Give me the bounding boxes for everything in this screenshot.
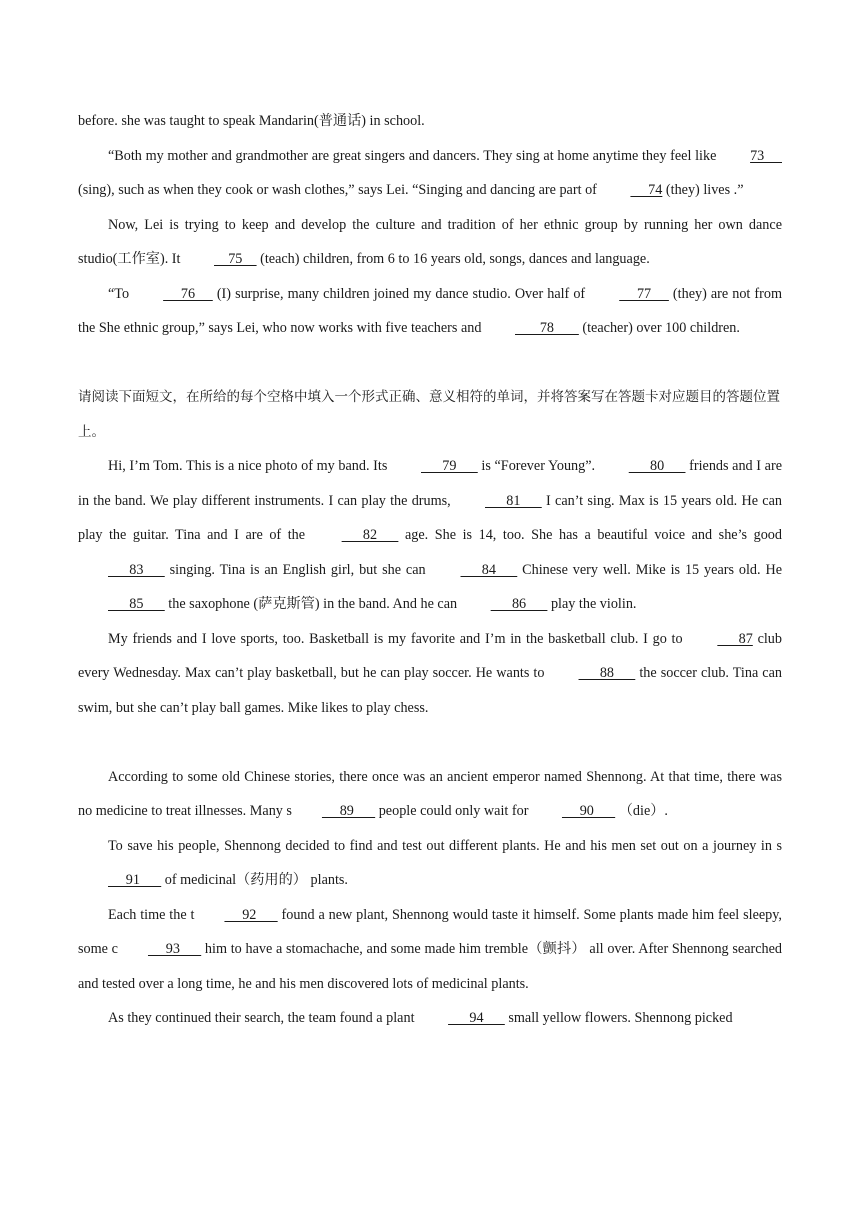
s1-paragraph-4 [78, 277, 782, 346]
blank-92[interactable]: 92 [224, 906, 278, 923]
s1-paragraph-1 [78, 104, 782, 139]
s2-p1-text-f: singing. Tina is an English girl, but she can [164, 561, 431, 578]
s1-p2-text-c: (they) lives .” [662, 182, 744, 198]
blank-75[interactable]: 75 [214, 251, 257, 267]
blank-78[interactable]: 78 [515, 320, 579, 336]
s3-p1-text-c: （die）. [615, 803, 668, 819]
s3-p4-text-a: As they continued their search, the team found a plant [108, 1010, 419, 1026]
s1-p4-text-d: (teacher) over 100 children. [578, 320, 740, 336]
s2-p2-text-c: the soccer club. Tina can swim, but she can’t play ball games. Mike likes to play chess. [78, 665, 782, 716]
s1-p3-text-a: Now, Lei is trying to keep and develop the culture and tradition of her ethnic group by running her own dance studio(工作室). It [78, 216, 782, 267]
blank-85[interactable]: 85 [108, 596, 165, 612]
blank-74[interactable]: 74 [630, 182, 663, 198]
blank-82[interactable]: 82 [341, 527, 399, 543]
s3-p2-text-b: of medicinal（药用的） plants. [161, 872, 348, 888]
s3-p3-text-b: found a new plant, Shennong would taste it himself. Some plants made him feel sleepy, some c [78, 906, 782, 957]
s1-p1-text: before. she was taught to speak Mandarin(普通话) in school. [78, 113, 425, 129]
blank-93[interactable]: 93 [147, 941, 202, 957]
s1-paragraph-2 [78, 139, 782, 208]
s3-p1-text-b: people could only wait for [375, 803, 532, 819]
s1-p2-text-b: (sing), such as when they cook or wash clothes,” says Lei. “Singing and dancing are part of [78, 182, 601, 198]
s2-p1-text-g: Chinese very well. Mike is 15 years old. He [517, 561, 783, 578]
s2-paragraph-2 [78, 622, 782, 726]
blank-84[interactable]: 84 [460, 561, 518, 578]
document-page [78, 104, 782, 1036]
s2-p1-text-e: age. She is 14, too. She has a beautiful voice and she’s good [398, 527, 782, 543]
blank-76[interactable]: 76 [163, 285, 213, 302]
blank-80[interactable]: 80 [628, 458, 686, 474]
s3-p1-text-a: According to some old Chinese stories, there once was an ancient emperor named Shennong. At that time, there was no medicine to treat illnesses. Many s [78, 768, 782, 819]
s1-p4-text-a: “To [108, 285, 134, 302]
section2-instruction: 请阅读下面短文，在所给的每个空格中填入一个形式正确、意义相符的单词，并将答案写在答题卡对应题目的答题位置上。 [78, 389, 780, 440]
s1-p4-text-c: (they) are not from the She ethnic group,” says Lei, who now works with five teachers and [78, 285, 782, 336]
section-spacer [78, 346, 782, 381]
s3-p2-text-a: To save his people, Shennong decided to find and test out different plants. He and his men set out on a journey in s [108, 837, 782, 854]
blank-86[interactable]: 86 [490, 596, 548, 612]
s3-paragraph-1 [78, 760, 782, 829]
s2-p1-text-a: Hi, I’m Tom. This is a nice photo of my band. Its [108, 458, 391, 474]
section-spacer [78, 725, 782, 760]
s3-p3-text-a: Each time the t [108, 906, 195, 923]
blank-94[interactable]: 94 [448, 1010, 505, 1026]
s1-paragraph-3 [78, 208, 782, 277]
blank-87[interactable]: 87 [717, 630, 753, 647]
s1-p4-text-b: (I) surprise, many children joined my dance studio. Over half of [212, 285, 590, 302]
blank-89[interactable]: 89 [321, 803, 376, 819]
s2-paragraph-1 [78, 449, 782, 622]
s3-p3-text-c: him to have a stomachache, and some made him tremble（颤抖） all over. After Shennong searched and tested over a long time, he and his men discovered lots of medicinal plants. [78, 941, 783, 992]
blank-83[interactable]: 83 [108, 561, 165, 578]
s2-p2-text-b: club every Wednesday. Max can’t play basketball, but he can play soccer. He wants to [78, 630, 782, 681]
s3-paragraph-3 [78, 898, 782, 1002]
s3-p4-text-b: small yellow flowers. Shennong picked [504, 1010, 733, 1026]
s1-p2-text-a: “Both my mother and grandmother are great singers and dancers. They sing at home anytime they feel like [108, 147, 721, 164]
s2-p1-text-i: play the violin. [547, 596, 637, 612]
s3-paragraph-4 [78, 1001, 782, 1036]
blank-77[interactable]: 77 [619, 285, 669, 302]
blank-90[interactable]: 90 [561, 803, 616, 819]
s2-p1-text-h: the saxophone (萨克斯管) in the band. And he can [164, 596, 461, 612]
blank-79[interactable]: 79 [421, 458, 478, 474]
s1-p3-text-b: (teach) children, from 6 to 16 years old, songs, dances and language. [256, 251, 650, 267]
blank-81[interactable]: 81 [485, 492, 542, 509]
blank-73[interactable]: 73 [750, 147, 782, 164]
s2-p2-text-a: My friends and I love sports, too. Basketball is my favorite and I’m in the basketball club. I go to [108, 630, 688, 647]
s3-paragraph-2 [78, 829, 782, 898]
s2-p1-text-c: friends and I are in the band. We play different instruments. I can play the drums, [78, 458, 782, 509]
blank-88[interactable]: 88 [578, 665, 636, 681]
blank-91[interactable]: 91 [108, 872, 162, 888]
s2-p1-text-d: I can’t sing. Max is 15 years old. He can play the guitar. Tina and I are of the [78, 492, 782, 543]
s2-p1-text-b: is “Forever Young”. [477, 458, 599, 474]
